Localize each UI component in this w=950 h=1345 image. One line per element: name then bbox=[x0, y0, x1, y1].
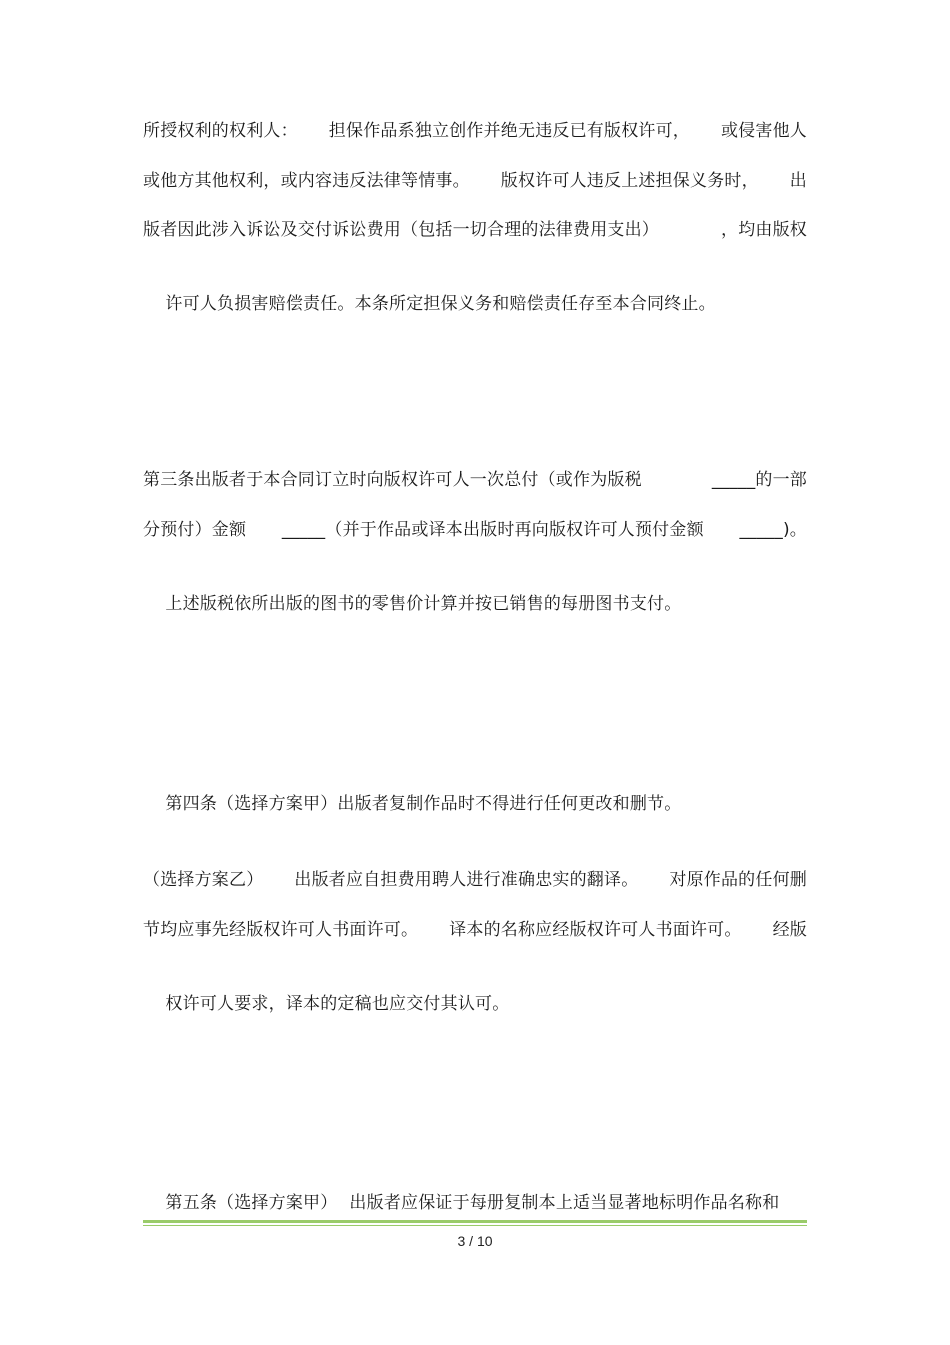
text-segment: 或他方其他权利，或内容违反法律等情事。 bbox=[143, 171, 470, 191]
text-segment: 版权许可人违反上述担保义务时， bbox=[500, 171, 759, 191]
option-b-line-1 bbox=[143, 868, 807, 892]
text-segment: 权许可人要求，译本的定稿也应交付其认可。 bbox=[165, 994, 510, 1014]
article-5-line-1 bbox=[143, 1167, 807, 1239]
paragraph-1-line-4 bbox=[143, 268, 807, 340]
text-segment: 第五条（选择方案甲） bbox=[165, 1193, 338, 1213]
text-segment: （选择方案乙） bbox=[143, 870, 264, 890]
text-segment: 上述版税依所出版的图书的零售价计算并按已销售的每册图书支付。 bbox=[165, 594, 682, 614]
text-segment: _____（并于作品或译本出版时再向版权许可人预付金额 bbox=[281, 520, 704, 540]
footer-rule bbox=[143, 1220, 807, 1223]
text-segment: _____)。 bbox=[739, 520, 807, 540]
article-3-line-2 bbox=[143, 518, 807, 542]
text-segment: 第四条（选择方案甲）出版者复制作品时不得进行任何更改和删节。 bbox=[165, 794, 682, 814]
paragraph-1-line-2 bbox=[143, 169, 807, 193]
article-4-line-1 bbox=[143, 768, 807, 840]
text-segment: ，均由版权 bbox=[721, 220, 807, 240]
text-segment: 译本的名称应经版权许可人书面许可。 bbox=[449, 920, 742, 940]
text-segment: 第三条出版者于本合同订立时向版权许可人一次总付（或作为版税 bbox=[143, 470, 642, 490]
paragraph-1-line-1 bbox=[143, 119, 807, 143]
article-3-line-3 bbox=[143, 568, 807, 640]
option-b-line-3 bbox=[143, 968, 807, 1040]
text-segment: 或侵害他人 bbox=[720, 121, 807, 141]
text-segment: 担保作品系独立创作并绝无违反已有版权许可， bbox=[328, 121, 690, 141]
text-segment: 所授权利的权利人： bbox=[143, 121, 298, 141]
text-segment: 对原作品的任何删 bbox=[669, 870, 807, 890]
page-number: 3 / 10 bbox=[457, 1233, 493, 1249]
text-segment: 出 bbox=[789, 171, 807, 191]
footer-rule-thin bbox=[143, 1225, 807, 1226]
text-segment: 版者因此涉入诉讼及交付诉讼费用（包括一切合理的法律费用支出） bbox=[143, 220, 659, 240]
text-segment: _____的一部 bbox=[711, 470, 807, 490]
text-segment: 分预付）金额 bbox=[143, 520, 247, 540]
text-segment: 出版者应保证于每册复制本上适当显著地标明作品名称和 bbox=[349, 1193, 780, 1213]
paragraph-1-line-3 bbox=[143, 218, 807, 242]
text-segment: 出版者应自担费用聘人进行准确忠实的翻译。 bbox=[294, 870, 639, 890]
text-segment: 节均应事先经版权许可人书面许可。 bbox=[143, 920, 419, 940]
article-3-line-1 bbox=[143, 468, 807, 492]
text-segment: 许可人负损害赔偿责任。本条所定担保义务和赔偿责任存至本合同终止。 bbox=[165, 294, 716, 314]
text-segment: 经版 bbox=[772, 920, 807, 940]
option-b-line-2 bbox=[143, 918, 807, 942]
